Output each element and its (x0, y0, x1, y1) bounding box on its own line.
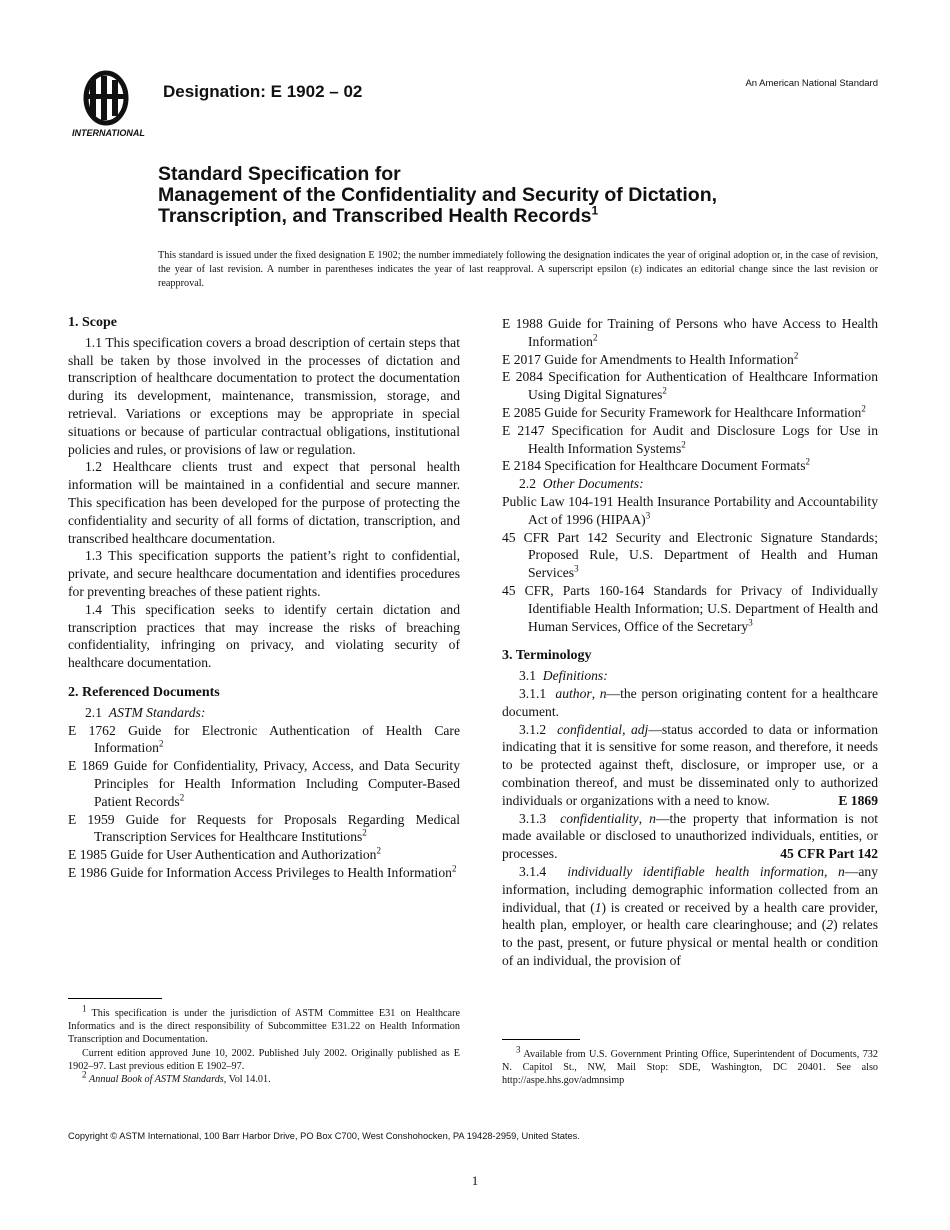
copyright: Copyright © ASTM International, 100 Barr Harbor Drive, PO Box C700, West Conshohocken, PA 19428-2959, United States. (68, 1131, 580, 1141)
right-column (502, 315, 878, 970)
document-title (158, 164, 878, 227)
title-footnote-mark: 1 (591, 203, 599, 218)
paragraph-1-3: 1.3 This specification supports the patient’s right to confidential, private, and secure healthcare documentation and identifies procedures for preventing breaches of these patient rights. (68, 548, 460, 599)
ref-item: Public Law 104-191 Health Insurance Portability and Accountability Act of 1996 (HIPAA)$^3$ (502, 493, 878, 527)
standard-type: An American National Standard (745, 78, 878, 89)
paragraph-1-2: 1.2 Healthcare clients trust and expect that personal health information will be maintained in a confidential and secure manner. This specification has been developed for the purpose of protecting the confidentiality and security of all forms of dictation, transcription, and transcribed healthcare documentation. (68, 459, 460, 546)
footnote-rule-left (68, 998, 162, 999)
term-source: E 1869 (838, 792, 878, 808)
footnotes-left (68, 1003, 460, 1086)
ref-item: E 1988 Guide for Training of Persons who have Access to Health Information$^2$ (502, 316, 878, 349)
ref-item: E 2017 Guide for Amendments to Health Information$^2$ (502, 350, 799, 367)
title-line-2: Management of the Confidentiality and Security of Dictation, (158, 184, 718, 206)
term-definition: 3.1.3 confidentiality, n—the property that information is not made available or disclosed to unauthorized individuals, entities, or processes. 45 CFR Part 142 (502, 810, 879, 862)
ref-item: E 1959 Guide for Requests for Proposals Regarding Medical Transcription Services for Healthcare Institutions$^2$ (68, 811, 460, 845)
designation: Designation: E 1902 – 02 (163, 82, 363, 101)
section-heading-terminology: 3. Terminology (502, 648, 592, 664)
footnote-1b: Current edition approved June 10, 2002. Published July 2002. Originally published as E 1902–97. Last previous edition E 1902–97. (68, 1047, 460, 1072)
section-heading-refdocs: 2. Referenced Documents (68, 684, 220, 700)
paragraph-1-1: 1.1 This specification covers a broad description of certain steps that shall be taken by those involved in the processes of dictation and transcription of healthcare documentation to protect the documentation during its development, maintenance, transmission, storage, and retrieval. Variations or exceptions may be appropriate in special situations or because of particular contractual obligations, institutional policies and rules, or provisions of law or regulation. (68, 334, 460, 457)
ref-item: E 2084 Specification for Authentication of Healthcare Information Using Digital Signatures$^2$ (502, 369, 878, 403)
ref-item: E 2184 Specification for Healthcare Document Formats$^2$ (502, 456, 810, 474)
term-source: 45 CFR Part 142 (780, 846, 878, 862)
title-line-3: Transcription, and Transcribed Health Records (158, 205, 592, 227)
footnote-rule-right (502, 1039, 580, 1040)
logo-label: INTERNATIONAL (72, 128, 145, 138)
section-heading-scope: 1. Scope (68, 315, 117, 330)
term-definition: 3.1.4 individually identifiable health information, n—any information, including demographic information collected from an individual, that (1) is created or received by a health care provider, health plan, employer, or health care clearinghouse; and (2) relates to the past, present, or future physical or mental health or condition of an individual, the provision of (502, 863, 879, 968)
astm-logo (70, 70, 150, 140)
paragraph-1-4: 1.4 This specification seeks to identify certain dictation and transcription practices that may increase the risks of breaching confidentiality, infringing on privacy, and violating security of healthcare documentation. (68, 601, 460, 671)
subsection-other: 2.2 Other Documents: (519, 476, 644, 492)
ref-item: 45 CFR Part 142 Security and Electronic Signature Standards; Proposed Rule, U.S. Department of Health and Human Services$^3$ (502, 529, 878, 581)
ref-item: E 1986 Guide for Information Access Privileges to Health Information$^2$ (68, 863, 457, 880)
subsection-astm: 2.1 ASTM Standards: (85, 704, 206, 720)
issuance-notice: This standard is issued under the fixed designation E 1902; the number immediately following the designation indicates the year of original adoption or, in the case of revision, the year of last revision. A number in parentheses indicates the year of last reapproval. A superscript epsilon (ε) indicates an editorial change since the last revision or reapproval. (158, 250, 878, 289)
ref-item: E 1869 Guide for Confidentiality, Privacy, Access, and Data Security Principles for Health Information Including Computer-Based Patient Records$^2$ (68, 758, 460, 809)
ref-item: E 1762 Guide for Electronic Authentication of Health Care Information$^2$ (68, 722, 460, 756)
footnote-2: $^2$ Annual Book of ASTM Standards, Vol 14.01. (82, 1069, 271, 1086)
left-column (68, 314, 460, 882)
title-line-1: Standard Specification for (158, 163, 401, 185)
ref-item: E 2085 Guide for Security Framework for Healthcare Information$^2$ (502, 403, 866, 420)
term-definition: 3.1.2 confidential, adj—status accorded to data or information indicating that it is sensitive for some reason, and therefore, it needs to be protected against theft, disclosure, or improper use, or a combination thereof, and must be disseminated only to authorized individuals or organizations with a need to know. E 1869 (502, 721, 879, 808)
footnote-1: $^1$ This specification is under the jurisdiction of ASTM Committee E31 on Healthcare Informatics and is the direct responsibility of Subcommittee E31.22 on Health Information Transcription and Documentation. (68, 1003, 460, 1046)
term-definition: 3.1.1 author, n—the person originating content for a healthcare document. (502, 685, 879, 719)
ref-item: E 2147 Specification for Audit and Disclosure Logs for Use in Health Information Systems$^2$ (502, 422, 878, 456)
footnotes-right (502, 1044, 878, 1088)
subsection-definitions: 3.1 Definitions: (519, 668, 608, 684)
footnote-3: $^3$ Available from U.S. Government Printing Office, Superintendent of Documents, 732 N. Capitol St., NW, Mail Stop: SDE, Washington, DC 20401. See also http://aspe.hhs.gov/admnsimp (502, 1044, 878, 1087)
astm-logo-icon (70, 70, 150, 140)
ref-item: 45 CFR, Parts 160-164 Standards for Privacy of Individually Identifiable Health Information; U.S. Department of Health and Human Services, Office of the Secretary$^3$ (502, 582, 878, 634)
page-number: 1 (471, 1173, 479, 1188)
ref-item: E 1985 Guide for User Authentication and Authorization$^2$ (68, 845, 381, 863)
